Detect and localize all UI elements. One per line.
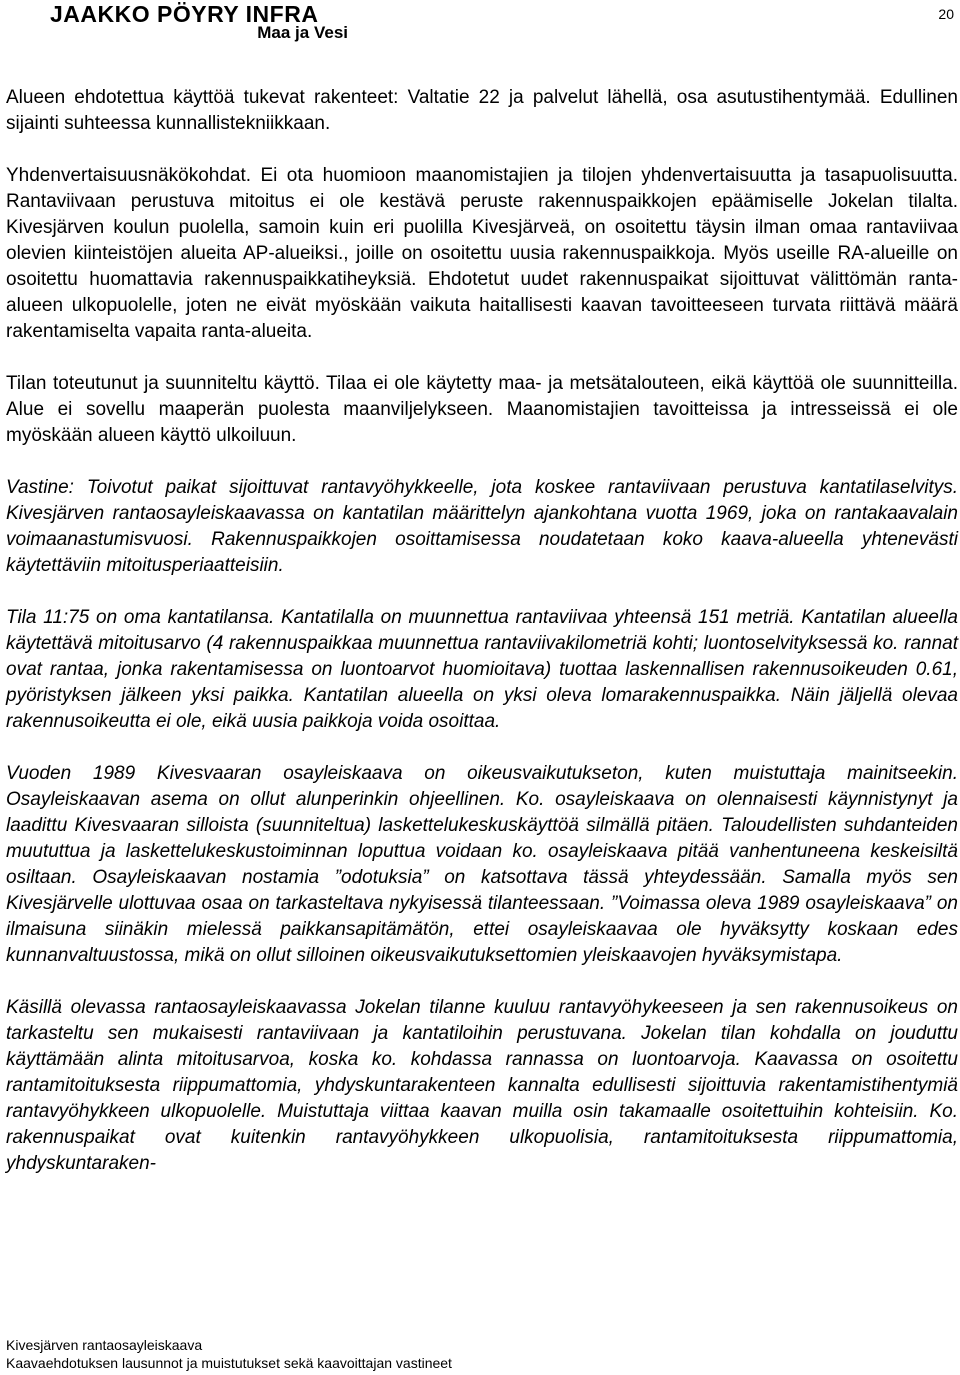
logo-company-name: JAAKKO PÖYRY INFRA <box>50 1 319 27</box>
company-logo <box>50 2 350 44</box>
paragraph-land-use: Tilan toteutunut ja suunniteltu käyttö. Tilaa ei ole käytetty maa- ja metsätalouteen, eikä käyttöä ole suunnitteilla. Alue ei sovellu maaperän puolesta maanviljelykseen. Maanomistajien tavoitteissa ja intresseissä ei ole myöskään alueen käyttö ulkoiluun. <box>6 373 958 446</box>
paragraph-current-plan: Käsillä olevassa rantaosayleiskaavassa Jokelan tilanne kuuluu rantavyöhykeeseen ja sen rakennusoikeus on tarkasteltu sen mukaisesti rantaviivaan ja kantatiloihin perustuvana. Jokelan tilan kohdalla on jouduttu käyttämään alinta mitoitusarvoa, koska ko. kohdassa rannassa on luontoarvoja. Kaavassa on osoitettu rantamitoituksesta riippumattomia, yhdyskuntarakenteen kannalta edullisesti sijoittuvia rakentamistihentymiä rantavyöhykkeen ulkopuolelle. Muistuttaja viittaa kaavan muilla osin takamaalle osoitettuihin kohteisiin. Ko. rakennuspaikat ovat kuitenkin rantavyöhykkeen ulkopuolisia, rantamitoituksesta riippumattomia, yhdyskuntaraken- <box>6 997 958 1174</box>
document-body <box>6 85 958 1177</box>
paragraph-estate-11-75: Tila 11:75 on oma kantatilansa. Kantatilalla on muunnettua rantaviivaa yhteensä 151 metriä. Kantatilan alueella käytettävä mitoitusarvo (4 rakennuspaikkaa muunnettua rantaviivakilometriä kohti; luontoselvityksessä ko. rannat ovat rantaa, jonka rakentamisessa on luontoarvot huomioitava) tuottaa laskennallisen rakennusoikeuden 0.61, pyöristyksen jälkeen yksi paikka. Kantatilan alueella on yksi oleva lomarakennuspaikka. Näin jäljellä olevaa rakennusoikeutta ei ole, eikä uusia paikkoja voida osoittaa. <box>6 607 958 732</box>
paragraph-1989-plan: Vuoden 1989 Kivesvaaran osayleiskaava on oikeusvaikutukseton, kuten muistuttaja mainitseekin. Osayleiskaavan asema on ollut alunperinkin ohjeellinen. Ko. osayleiskaava on olennaisesti käynnistynyt ja laadittu Kivesvaaran silloista (suunniteltua) laskettelukeskuskäyttöä silmällä pitäen. Taloudellisten suhdanteiden muututtua ja laskettelukeskustoiminnan loputtua voidaan ko. osayleiskaava pitää vanhentuneena keskeisiltä osiltaan. Osayleiskaavan nostamia ”odotuksia” on katsottava tässä yhteydessään. Samalla myös sen Kivesjärvelle ulottuvaa osaa on tarkasteltava nykyisessä tilanteessaan. ”Voimassa oleva 1989 osayleiskaava” on ilmaisuna siinäkin mielessä paikkansapitämätön, ettei osayleiskaavaa ole hyväksytty koskaan edes kunnanvaltuustossa, mikä on ollut silloinen oikeusvaikutuksettomien yleiskaavojen hyväksymistapa. <box>6 763 958 966</box>
paragraph-supporting-structures: Alueen ehdotettua käyttöä tukevat rakenteet: Valtatie 22 ja palvelut lähellä, osa asutustihentymää. Edullinen sijainti suhteessa kunnallistekniikkaan. <box>6 87 958 134</box>
page-number: 20 <box>938 6 954 22</box>
page-footer <box>6 1336 452 1372</box>
logo-division-name: Maa ja Vesi <box>257 23 348 42</box>
paragraph-equality-aspects: Yhdenvertaisuusnäkökohdat. Ei ota huomioon maanomistajien ja tilojen yhdenvertaisuutta ja tasapuolisuutta. Rantaviivaan perustuva mitoitus ei ole kestävä peruste rakennuspaikkojen epäämiselle Jokelan tilalta. Kivesjärven koulun puolella, samoin kuin eri puolilla Kivesjärveä, on osoitettu täysin ilman omaa rantaviivaa olevien kiinteistöjen alueita AP-alueiksi., joille on osoitettu uusia rakennuspaikkoja. Myös useille RA-alueille on osoitettu huomattavia rakennuspaikkatiheyksiä. Ehdotetut uudet rakennuspaikat sijoittuvat välittömän ranta-alueen ulkopuolelle, joten ne eivät myöskään vaikuta haitallisesti kaavan tavoitteeseen turvata riittävä määrä rakentamiselta vapaita ranta-alueita. <box>6 165 958 342</box>
paragraph-response: Vastine: Toivotut paikat sijoittuvat rantavyöhykkeelle, jota koskee rantaviivaan perustuva kantatilaselvitys. Kivesjärven rantaosayleiskaavassa on kantatilan määrittelyn ajankohtana vuotta 1969, joka on rantakaavalain voimaanastumisvuosi. Rakennuspaikkojen osoittamisessa noudatetaan koko kaava-alueella yhtenevästi käytettäviin mitoitusperiaatteisiin. <box>6 477 958 576</box>
footer-document-title: Kivesjärven rantaosayleiskaava <box>6 1337 203 1353</box>
footer-document-subtitle: Kaavaehdotuksen lausunnot ja muistutukset sekä kaavoittajan vastineet <box>6 1355 452 1371</box>
